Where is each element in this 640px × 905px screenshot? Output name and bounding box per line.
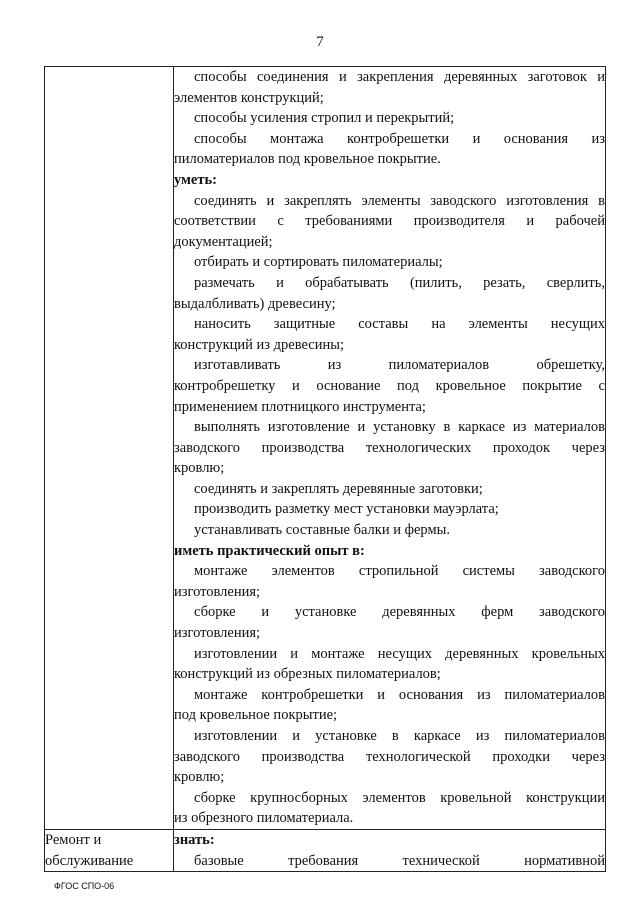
content-line: изготовлении и установке в каркасе из пиломатериалов bbox=[194, 728, 605, 744]
content-line: сборке крупносборных элементов кровельной конструкции bbox=[194, 789, 605, 806]
content-line: документацией; bbox=[174, 233, 273, 250]
document-footer: ФГОС СПО-06 bbox=[54, 881, 115, 891]
section-title-cell bbox=[45, 67, 174, 830]
content-line: монтаже контробрешетки и основания из пиломатериалов bbox=[194, 686, 605, 703]
content-line: изготовления; bbox=[174, 625, 261, 642]
competency-table bbox=[44, 66, 606, 872]
content-line: производить разметку мест установки мауэрлата; bbox=[194, 501, 499, 518]
content-line: отбирать и сортировать пиломатериалы; bbox=[194, 254, 443, 271]
content-line: устанавливать составные балки и фермы. bbox=[194, 522, 451, 539]
section-title-cell bbox=[45, 829, 174, 871]
content-line: контробрешетку и основание под кровельное покрытие с bbox=[174, 377, 605, 394]
content-line: элементов конструкций; bbox=[174, 89, 324, 106]
content-line: кровлю; bbox=[174, 769, 225, 786]
content-line: под кровельное покрытие; bbox=[174, 707, 338, 724]
content-line: выдалбливать) древесину; bbox=[174, 295, 336, 312]
content-line: пиломатериалов под кровельное покрытие. bbox=[174, 151, 441, 168]
table-row bbox=[45, 829, 606, 871]
content-line: изготовлении и монтаже несущих деревянных кровельных bbox=[194, 645, 605, 662]
content-line: сборке и установке деревянных ферм заводского bbox=[194, 604, 605, 621]
content-line: размечать и обрабатывать (пилить, резать, сверлить, bbox=[194, 274, 605, 291]
content-line: конструкций из обрезных пиломатериалов; bbox=[174, 666, 441, 683]
section-content-cell bbox=[174, 829, 606, 871]
content-line: выполнять изготовление и установку в каркасе из материалов bbox=[194, 419, 605, 436]
content-line: применением плотницкого инструмента; bbox=[174, 398, 426, 415]
content-line: заводского производства технологических проходок через bbox=[174, 439, 605, 456]
section-heading: знать: bbox=[174, 831, 215, 848]
content-line: кровлю; bbox=[174, 460, 225, 477]
section-content-cell bbox=[174, 67, 606, 830]
content-line: базовые требования технической нормативной bbox=[194, 852, 605, 869]
content-line: наносить защитные составы на элементы несущих bbox=[194, 316, 605, 333]
content-line: соответствии с требованиями производителя и рабочей bbox=[174, 213, 605, 230]
content-line: заводского производства технологической проходки через bbox=[174, 748, 605, 765]
content-line: способы усиления стропил и перекрытий; bbox=[194, 110, 455, 127]
page-number: 7 bbox=[316, 34, 324, 50]
section-heading: иметь практический опыт в: bbox=[174, 542, 365, 559]
table-row bbox=[45, 67, 606, 830]
content-line: конструкций из древесины; bbox=[174, 336, 344, 353]
content-line: соединять и закреплять деревянные заготовки; bbox=[194, 480, 483, 497]
content-line: изготавливать из пиломатериалов обрешетку, bbox=[194, 357, 605, 374]
content-line: из обрезного пиломатериала. bbox=[174, 810, 354, 827]
content-line: соединять и закреплять элементы заводского изготовления в bbox=[194, 192, 605, 209]
section-heading: уметь: bbox=[174, 171, 217, 188]
section-title-line: обслуживание bbox=[45, 852, 134, 869]
content-line: способы соединения и закрепления деревянных заготовок и bbox=[194, 69, 605, 85]
section-title-line: Ремонт и bbox=[45, 831, 102, 848]
content-line: монтаже элементов стропильной системы заводского bbox=[194, 563, 605, 580]
content-line: способы монтажа контробрешетки и основания из bbox=[194, 130, 605, 147]
content-line: изготовления; bbox=[174, 583, 261, 600]
